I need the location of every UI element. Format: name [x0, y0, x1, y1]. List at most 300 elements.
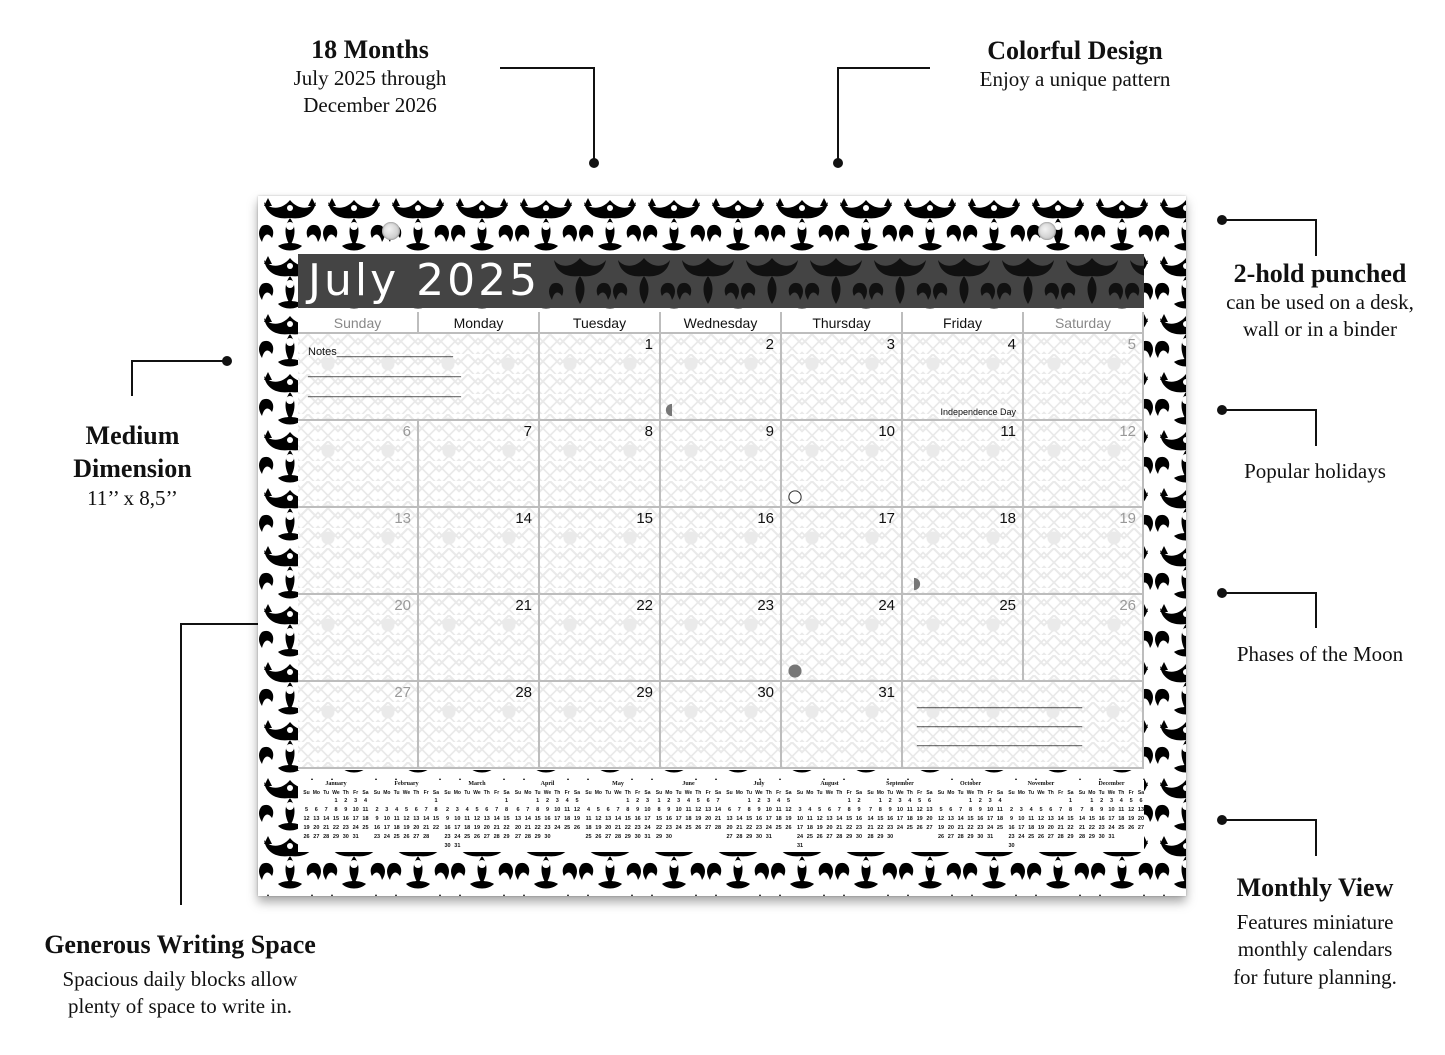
mini-day-number: 28 — [867, 834, 874, 840]
mini-day-number: 4 — [777, 798, 781, 804]
mini-day-label: Th — [413, 790, 420, 796]
mini-day-number: 3 — [385, 807, 389, 813]
mini-day-number: 22 — [746, 825, 753, 831]
day-number: 10 — [878, 423, 895, 440]
mini-day-number: 28 — [493, 834, 500, 840]
last-quarter-moon-icon — [907, 577, 921, 591]
mini-day-number: 26 — [916, 825, 923, 831]
mini-day-number: 8 — [968, 807, 973, 813]
mini-day-number — [946, 797, 955, 806]
mini-day-number: 10 — [765, 807, 772, 813]
day-number: 4 — [1007, 336, 1016, 353]
mini-day-number: 5 — [1039, 807, 1043, 813]
month-grid — [298, 312, 1144, 770]
mini-day-number: 2 — [1100, 798, 1104, 804]
mini-day-label: Fr — [846, 790, 852, 796]
mini-day-number: 13 — [1137, 807, 1145, 813]
day-cell[interactable] — [661, 508, 782, 595]
mini-day-number: 21 — [493, 825, 500, 831]
mini-day-label: Sa — [785, 790, 792, 796]
mini-day-number: 17 — [1018, 825, 1025, 831]
day-number: 18 — [999, 510, 1016, 527]
mini-day-number: 27 — [413, 834, 420, 840]
mini-day-number: 22 — [624, 825, 631, 831]
day-number: 6 — [402, 423, 411, 440]
mini-day-number: 8 — [1068, 807, 1072, 813]
mini-day-number — [514, 797, 523, 806]
mini-day-number: 21 — [1078, 825, 1086, 831]
mini-day-number: 9 — [667, 807, 671, 813]
mini-day-label: Sa — [503, 790, 510, 796]
mini-day-number — [482, 842, 491, 851]
mini-week-row — [1078, 833, 1146, 842]
mini-day-number — [412, 797, 421, 806]
mini-day-number: 15 — [846, 816, 853, 822]
mini-day-number — [1027, 797, 1036, 806]
mini-day-number: 21 — [714, 816, 722, 822]
mini-day-number: 3 — [677, 798, 681, 804]
day-cell[interactable] — [903, 595, 1024, 682]
day-cell[interactable] — [903, 508, 1024, 595]
day-cell[interactable] — [1024, 595, 1144, 682]
day-cell[interactable] — [1024, 508, 1144, 595]
mini-day-number — [735, 797, 744, 806]
day-cell[interactable] — [1024, 334, 1144, 421]
mini-day-number — [604, 797, 613, 806]
mini-day-number: 15 — [746, 816, 753, 822]
mini-day-number: 11 — [997, 807, 1003, 813]
callout-subtitle: Popular holidays — [1244, 459, 1386, 483]
callout-title: 2-hold punched — [1233, 259, 1407, 288]
mini-day-number: 8 — [434, 807, 438, 813]
mini-day-number: 20 — [926, 816, 933, 822]
mini-day-number: 5 — [475, 807, 479, 813]
mini-day-number: 12 — [785, 807, 792, 813]
mini-day-label: Su — [726, 790, 733, 796]
mini-day-number: 19 — [785, 816, 792, 822]
mini-day-number: 21 — [957, 825, 964, 831]
mini-day-number — [825, 797, 834, 806]
mini-day-number: 18 — [685, 816, 692, 822]
mini-day-number: 21 — [736, 825, 743, 831]
mini-day-number: 14 — [493, 816, 500, 822]
day-cell[interactable] — [540, 421, 661, 508]
mini-day-number: 6 — [727, 807, 732, 813]
mini-day-number: 11 — [464, 816, 471, 822]
callout-colorful-design — [950, 35, 1200, 93]
mini-day-number: 23 — [342, 825, 349, 831]
mini-day-number — [866, 797, 875, 806]
mini-day-number: 13 — [313, 816, 320, 822]
mini-day-label: We — [332, 790, 340, 796]
mini-day-number: 31 — [454, 843, 461, 849]
mini-week-row — [725, 833, 793, 842]
mini-day-number: 13 — [926, 807, 933, 813]
mini-day-number: 3 — [455, 807, 459, 813]
mini-day-number: 27 — [1047, 834, 1054, 840]
mini-week-row — [514, 806, 582, 815]
mini-day-number: 10 — [554, 807, 561, 813]
day-cell[interactable] — [419, 508, 540, 595]
mini-day-number: 13 — [483, 816, 490, 822]
mini-day-number: 24 — [1108, 825, 1115, 831]
cell-background-pattern — [661, 421, 780, 506]
mini-day-number: 4 — [908, 798, 912, 804]
mini-day-label: Su — [514, 790, 522, 796]
mini-day-number: 25 — [775, 825, 782, 831]
mini-day-label: Tu — [393, 790, 400, 796]
mini-day-number: 3 — [354, 798, 358, 804]
mini-day-number: 15 — [432, 816, 440, 822]
day-cell[interactable] — [661, 334, 782, 421]
mini-day-number: 21 — [1057, 825, 1064, 831]
mini-day-number: 6 — [949, 807, 953, 813]
mini-month-name: August — [820, 781, 839, 787]
mini-day-number: 29 — [655, 834, 663, 840]
mini-day-label: Fr — [423, 790, 429, 796]
day-number: 7 — [523, 423, 532, 440]
mini-day-number: 17 — [765, 816, 772, 822]
mini-day-number: 12 — [937, 816, 945, 822]
mini-day-label: We — [966, 790, 975, 796]
mini-day-number: 9 — [545, 807, 550, 813]
cell-background-pattern — [1024, 334, 1142, 419]
mini-day-number — [523, 797, 532, 806]
mini-day-number: 8 — [747, 807, 751, 813]
mini-day-number: 7 — [959, 807, 963, 813]
mini-day-number: 25 — [585, 834, 592, 840]
mini-day-number: 23 — [755, 825, 763, 831]
mini-day-number: 1 — [334, 798, 338, 804]
mini-week-row — [937, 806, 1005, 815]
mini-day-number: 4 — [686, 798, 691, 804]
mini-day-number: 7 — [868, 807, 873, 813]
mini-day-number: 11 — [775, 807, 782, 813]
day-number: 30 — [757, 684, 774, 701]
mini-day-number: 12 — [403, 816, 410, 822]
day-cell[interactable] — [298, 421, 419, 508]
mini-day-number: 20 — [826, 825, 833, 831]
mini-day-label: Sa — [362, 790, 369, 796]
cell-background-pattern — [782, 334, 901, 419]
mini-day-number: 23 — [444, 834, 451, 840]
mini-day-number: 26 — [573, 825, 581, 831]
mini-day-number: 15 — [534, 816, 541, 822]
mini-day-number: 30 — [755, 834, 763, 840]
mini-day-number: 23 — [1008, 834, 1015, 840]
mini-day-number: 28 — [957, 834, 964, 840]
mini-day-number: 15 — [332, 816, 340, 822]
mini-day-number: 12 — [303, 816, 310, 822]
mini-day-number: 5 — [575, 798, 579, 804]
mini-day-number: 5 — [939, 807, 943, 813]
mini-day-number: 14 — [714, 807, 722, 813]
day-cell[interactable] — [661, 595, 782, 682]
mini-day-number: 13 — [705, 807, 712, 813]
mini-day-number: 21 — [867, 825, 874, 831]
day-cell[interactable] — [298, 508, 419, 595]
day-cell[interactable] — [782, 421, 903, 508]
new-moon-icon — [788, 664, 802, 678]
mini-month-name: July — [753, 781, 765, 787]
mini-day-header — [796, 789, 864, 797]
mini-day-number: 2 — [445, 807, 450, 813]
mini-day-number: 28 — [323, 834, 330, 840]
mini-day-number: 26 — [937, 834, 945, 840]
weekday-header: Tuesday — [540, 312, 661, 334]
mini-day-number: 20 — [705, 816, 712, 822]
day-cell[interactable] — [540, 334, 661, 421]
mini-day-number: 17 — [352, 816, 359, 822]
mini-day-number: 6 — [485, 807, 489, 813]
mini-week-row — [443, 797, 511, 806]
mini-day-number: 8 — [504, 807, 508, 813]
mini-day-number: 15 — [1088, 816, 1095, 822]
mini-day-label: Mo — [594, 790, 602, 796]
mini-day-number: 19 — [573, 816, 581, 822]
mini-day-number: 27 — [313, 834, 320, 840]
mini-week-row — [1007, 842, 1075, 851]
mini-day-number: 27 — [705, 825, 712, 831]
mini-week-row — [1078, 806, 1146, 815]
mini-day-label: Tu — [1028, 790, 1035, 796]
mini-day-number — [502, 842, 511, 851]
mini-day-number: 31 — [1108, 834, 1115, 840]
mini-day-label: Fr — [1058, 790, 1064, 796]
mini-week-row — [796, 815, 864, 824]
mini-day-number: 27 — [1137, 825, 1145, 831]
mini-day-number: 28 — [836, 834, 843, 840]
mini-day-number: 2 — [888, 798, 892, 804]
mini-day-number: 6 — [606, 807, 610, 813]
mini-day-number: 15 — [624, 816, 631, 822]
day-cell[interactable] — [903, 334, 1024, 421]
day-number: 23 — [757, 597, 774, 614]
mini-day-number: 1 — [878, 798, 882, 804]
mini-day-number: 15 — [1067, 816, 1074, 822]
mini-day-number — [1117, 833, 1126, 842]
mini-day-number: 5 — [918, 798, 922, 804]
mini-day-number: 24 — [896, 825, 904, 831]
mini-day-number — [796, 797, 805, 806]
mini-day-number: 9 — [375, 816, 379, 822]
mini-day-number — [373, 797, 382, 806]
callout-title: Generous Writing Space — [44, 930, 316, 959]
mini-calendar — [373, 780, 441, 852]
mini-day-label: We — [896, 790, 904, 796]
mini-day-number — [1078, 797, 1087, 806]
mini-day-number: 24 — [644, 825, 651, 831]
mini-day-number: 20 — [726, 825, 733, 831]
mini-day-number: 20 — [483, 825, 490, 831]
mini-month-name: November — [1027, 781, 1055, 787]
day-cell[interactable] — [782, 334, 903, 421]
mini-day-number: 26 — [785, 825, 792, 831]
day-cell[interactable] — [782, 595, 903, 682]
mini-day-label: Sa — [926, 790, 933, 796]
day-cell[interactable] — [540, 508, 661, 595]
mini-day-number: 19 — [916, 816, 923, 822]
day-cell[interactable] — [540, 682, 661, 769]
extra-notes-cell[interactable] — [903, 682, 1144, 769]
mini-day-label: Th — [977, 790, 984, 796]
mini-day-number — [453, 797, 462, 806]
first-quarter-moon-icon — [665, 403, 679, 417]
mini-day-number: 29 — [746, 834, 753, 840]
mini-week-row — [796, 833, 864, 842]
mini-day-label: Su — [867, 790, 874, 796]
mini-week-row — [866, 824, 934, 833]
mini-day-label: We — [402, 790, 411, 796]
mini-day-number: 14 — [524, 816, 531, 822]
mini-day-number: 25 — [564, 825, 571, 831]
mini-calendar — [796, 780, 864, 852]
day-cell[interactable] — [419, 595, 540, 682]
mini-day-number: 11 — [393, 816, 400, 822]
mini-day-number: 5 — [404, 807, 409, 813]
mini-day-number: 29 — [846, 834, 853, 840]
mini-day-number: 1 — [1068, 798, 1072, 804]
mini-day-number: 27 — [726, 834, 733, 840]
mini-day-number: 22 — [503, 825, 510, 831]
mini-day-number: 8 — [847, 807, 851, 813]
day-cell[interactable] — [298, 682, 419, 769]
mini-day-label: Tu — [464, 790, 471, 796]
mini-day-number: 7 — [495, 807, 499, 813]
mini-day-number: 10 — [383, 816, 390, 822]
mini-day-number: 25 — [1028, 834, 1035, 840]
mini-day-number — [463, 797, 472, 806]
day-cell[interactable] — [298, 595, 419, 682]
mini-day-number: 20 — [605, 825, 612, 831]
mini-day-number: 13 — [413, 816, 420, 822]
mini-day-label: Th — [624, 790, 631, 796]
mini-week-row — [443, 815, 511, 824]
day-cell[interactable] — [903, 421, 1024, 508]
mini-day-number — [694, 833, 703, 842]
mini-calendar — [937, 780, 1005, 852]
mini-day-number: 10 — [1018, 816, 1025, 822]
mini-month-name: April — [540, 781, 555, 787]
mini-day-number: 13 — [1047, 816, 1054, 822]
day-cell[interactable] — [782, 682, 903, 769]
mini-day-number: 24 — [1018, 834, 1025, 840]
mini-day-number: 23 — [1098, 825, 1105, 831]
mini-day-number — [1056, 842, 1065, 851]
day-cell[interactable] — [419, 682, 540, 769]
mini-day-number: 16 — [665, 816, 672, 822]
mini-day-label: Th — [1118, 790, 1125, 796]
mini-day-label: Fr — [635, 790, 641, 796]
mini-day-number: 1 — [747, 798, 751, 804]
mini-day-number: 19 — [595, 825, 602, 831]
mini-day-number: 16 — [855, 816, 863, 822]
day-number: 15 — [636, 510, 653, 527]
mini-day-number — [1027, 842, 1036, 851]
mini-day-number: 6 — [414, 807, 418, 813]
mini-day-label: Th — [554, 790, 561, 796]
mini-day-number: 20 — [413, 825, 420, 831]
day-cell[interactable] — [1024, 421, 1144, 508]
mini-day-number: 26 — [595, 834, 602, 840]
mini-day-number: 16 — [977, 816, 984, 822]
mini-day-number: 10 — [1108, 807, 1115, 813]
mini-day-number: 3 — [1019, 807, 1023, 813]
mini-day-number: 26 — [303, 834, 310, 840]
mini-day-number: 19 — [1037, 825, 1045, 831]
mini-week-row — [514, 797, 582, 806]
mini-day-number: 26 — [695, 825, 702, 831]
cell-background-pattern — [540, 421, 659, 506]
mini-day-label: Mo — [383, 790, 391, 796]
mini-day-number — [492, 842, 501, 851]
mini-day-number: 14 — [1078, 816, 1086, 822]
mini-day-number: 7 — [716, 798, 720, 804]
mini-week-row — [1078, 824, 1146, 833]
mini-day-label: Th — [483, 790, 490, 796]
day-cell[interactable] — [419, 421, 540, 508]
day-cell[interactable] — [661, 421, 782, 508]
mini-week-row — [655, 815, 723, 824]
day-cell[interactable] — [661, 682, 782, 769]
mini-day-number: 2 — [1009, 807, 1014, 813]
mini-day-label: Fr — [1128, 790, 1134, 796]
mini-week-row — [655, 833, 723, 842]
mini-day-number — [613, 797, 622, 806]
mini-day-label: We — [755, 790, 763, 796]
mini-day-number: 28 — [524, 834, 531, 840]
mini-day-number: 28 — [423, 834, 430, 840]
mini-week-row — [443, 806, 511, 815]
mini-day-label: Fr — [353, 790, 359, 796]
mini-week-row — [655, 806, 723, 815]
mini-day-number: 28 — [1057, 834, 1064, 840]
mini-month-name: March — [468, 781, 486, 787]
mini-day-number: 8 — [878, 807, 882, 813]
day-cell[interactable] — [540, 595, 661, 682]
day-cell[interactable] — [782, 508, 903, 595]
mini-calendar — [514, 780, 582, 852]
mini-day-number — [704, 833, 713, 842]
mini-day-number: 12 — [1037, 816, 1045, 822]
mini-day-header — [302, 789, 370, 797]
mini-day-label: Sa — [996, 790, 1004, 796]
mini-day-number: 22 — [655, 825, 663, 831]
mini-week-row — [866, 833, 934, 842]
mini-day-number: 4 — [1029, 807, 1033, 813]
mini-day-number — [1056, 797, 1065, 806]
mini-day-number: 16 — [1098, 816, 1105, 822]
mini-month-name: September — [886, 781, 914, 787]
mini-day-number: 29 — [624, 834, 631, 840]
mini-day-number: 13 — [605, 816, 612, 822]
mini-day-number: 12 — [595, 816, 602, 822]
mini-day-number: 7 — [424, 807, 428, 813]
mini-week-row — [937, 824, 1005, 833]
mini-day-label: Fr — [776, 790, 782, 796]
mini-day-number: 10 — [454, 816, 461, 822]
mini-day-number: 9 — [857, 807, 861, 813]
mini-day-number: 30 — [1098, 834, 1105, 840]
mini-day-number — [956, 797, 965, 806]
mini-week-row — [796, 842, 864, 851]
mini-day-number — [825, 842, 834, 851]
notes-cell[interactable] — [298, 334, 540, 421]
cell-background-pattern — [419, 421, 538, 506]
mini-day-number — [361, 833, 370, 842]
day-number: 11 — [1000, 423, 1016, 440]
mini-day-number: 25 — [906, 825, 913, 831]
